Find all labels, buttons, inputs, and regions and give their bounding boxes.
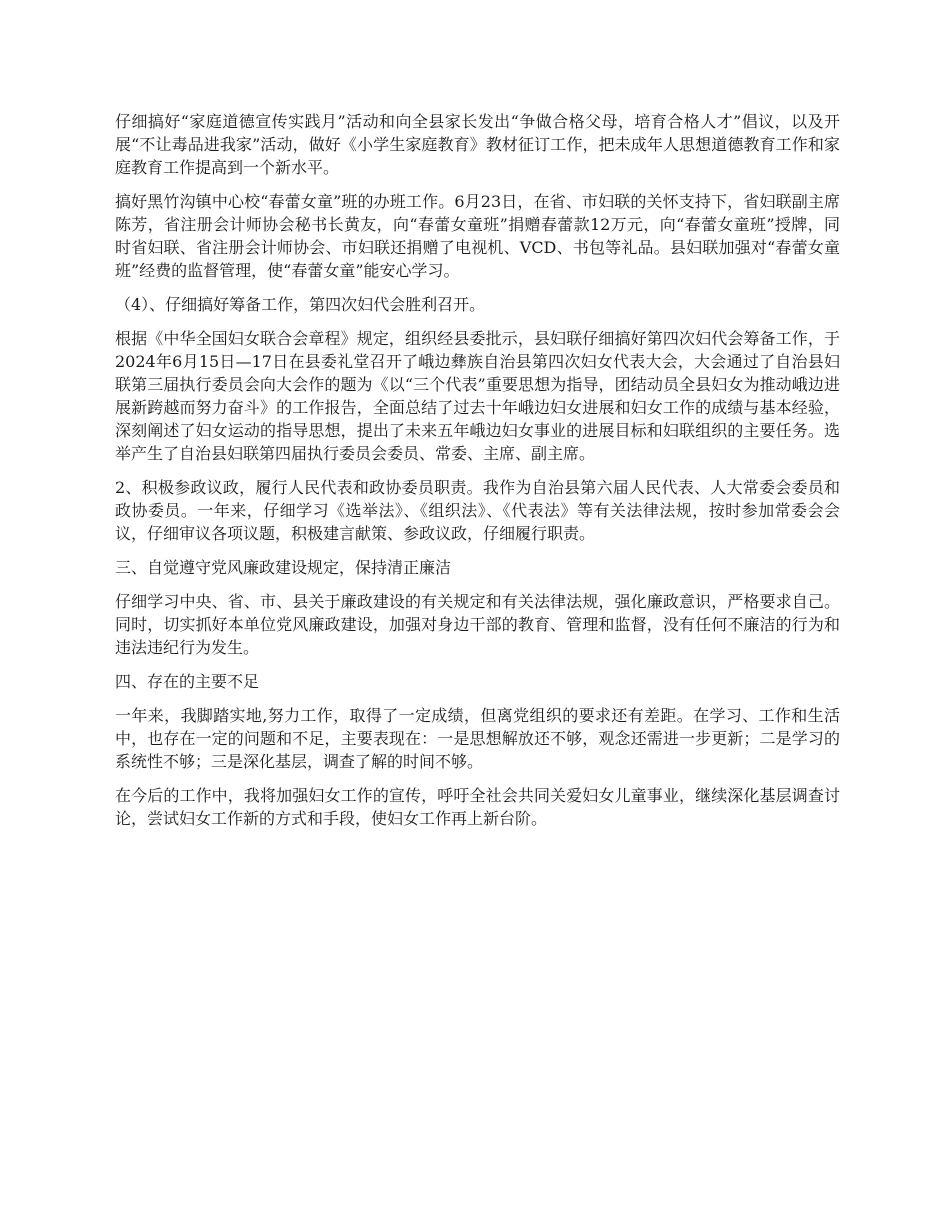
paragraph-participation: 2、积极参政议政，履行人民代表和政协委员职责。我作为自治县第六届人民代表、人大常委会委员和政协委员。一年来，仔细学习《选举法》、《组织法》、《代表法》等有关法律法规，按时参加常委会会议，仔细审议各项议题，积极建言献策、参政议政，仔细履行职责。 [115, 478, 840, 543]
paragraph-integrity: 仔细学习中央、省、市、县关于廉政建设的有关规定和有关法律法规，强化廉政意识，严格要求自己。同时，切实抓好本单位党风廉政建设，加强对身边干部的教育、管理和监督，没有任何不廉洁的行为和违法违纪行为发生。 [115, 592, 840, 657]
paragraph-family-education: 仔细搞好“家庭道德宣传实践月”活动和向全县家长发出“争做合格父母，培育合格人才”倡议，以及开展“不让毒品进我家”活动，做好《小学生家庭教育》教材征订工作，把未成年人思想道德教育工作和家庭教育工作提高到一个新水平。 [115, 112, 840, 177]
document-body [115, 110, 840, 841]
paragraph-shortcomings: 一年来，我脚踏实地,努力工作，取得了一定成绩，但离党组织的要求还有差距。在学习、工作和生活中，也存在一定的问题和不足，主要表现在：一是思想解放还不够，观念还需进一步更新；二是学习的系统性不够；三是深化基层，调查了解的时间不够。 [115, 706, 840, 771]
section-heading-integrity: 三、自觉遵守党风廉政建设规定，保持清正廉洁 [115, 558, 452, 577]
section-heading-shortcomings: 四、存在的主要不足 [115, 672, 260, 691]
paragraph-heading-preparation: （4）、仔细搞好筹备工作，第四次妇代会胜利召开。 [115, 295, 486, 314]
paragraph-women-congress: 根据《中华全国妇女联合会章程》规定，组织经县委批示，县妇联仔细搞好第四次妇代会筹备工作，于2024年6月15日—17日在县委礼堂召开了峨边彝族自治县第四次妇女代表大会，大会通过了自治县妇联第三届执行委员会向大会作的题为《以“三个代表”重要思想为指导，团结动员全县妇女为推动峨边进展新跨越而努力奋斗》的工作报告，全面总结了过去十年峨边妇女进展和妇女工作的成绩与基本经验，深刻阐述了妇女运动的指导思想，提出了未来五年峨边妇女事业的进展目标和妇联组织的主要任务。选举产生了自治县妇联第四届执行委员会委员、常委、主席、副主席。 [115, 329, 840, 463]
paragraph-future-work: 在今后的工作中，我将加强妇女工作的宣传，呼吁全社会共同关爱妇女儿童事业，继续深化基层调查讨论，尝试妇女工作新的方式和手段，使妇女工作再上新台阶。 [115, 786, 840, 828]
paragraph-spring-bud-class: 搞好黑竹沟镇中心校“春蕾女童”班的办班工作。6月23日，在省、市妇联的关怀支持下，省妇联副主席陈芳，省注册会计师协会秘书长黄友，向“春蕾女童班”捐赠春蕾款12万元，向“春蕾女童班”授牌，同时省妇联、省注册会计师协会、市妇联还捐赠了电视机、VCD、书包等礼品。县妇联加强对“春蕾女童班”经费的监督管理，使“春蕾女童”能安心学习。 [115, 192, 840, 280]
